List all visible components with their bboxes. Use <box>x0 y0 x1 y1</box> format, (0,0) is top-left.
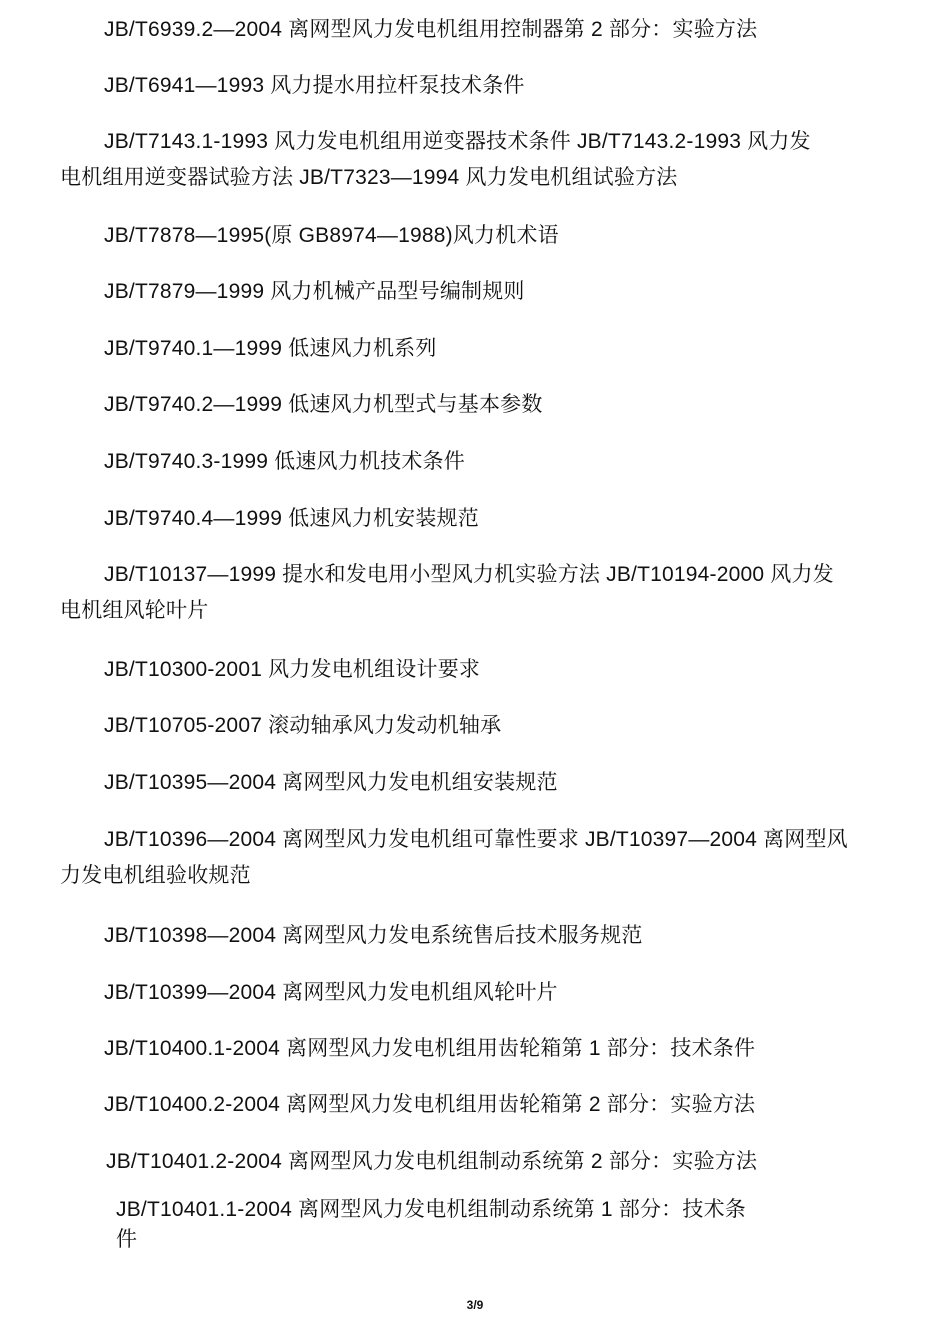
standard-entry <box>104 444 465 480</box>
entry-line: JB/T9740.1—1999 低速风力机系列 <box>104 337 437 360</box>
entry-line: JB/T10401.2-2004 离网型风力发电机组制动系统第 2 部分：实验方法 <box>106 1150 758 1173</box>
standard-entry <box>104 1031 755 1067</box>
standard-entry <box>116 1195 746 1255</box>
entry-line: JB/T10396—2004 离网型风力发电机组可靠性要求 JB/T10397—2004 离网型风 <box>104 828 848 851</box>
entry-line: JB/T6939.2—2004 离网型风力发电机组用控制器第 2 部分：实验方法 <box>104 18 758 41</box>
entry-line: JB/T10399—2004 离网型风力发电机组风轮叶片 <box>104 981 558 1004</box>
entry-line: JB/T10400.1-2004 离网型风力发电机组用齿轮箱第 1 部分：技术条件 <box>104 1037 756 1060</box>
entry-line: JB/T7879—1999 风力机械产品型号编制规则 <box>104 280 525 303</box>
standard-entry <box>60 557 834 629</box>
entry-line: 电机组用逆变器试验方法 JB/T7323—1994 风力发电机组试验方法 <box>60 166 678 189</box>
standard-entry <box>104 1087 755 1123</box>
entry-line: 力发电机组验收规范 <box>60 864 251 887</box>
entry-line: JB/T10398—2004 离网型风力发电系统售后技术服务规范 <box>104 924 643 947</box>
entry-line: JB/T10300-2001 风力发电机组设计要求 <box>104 658 481 681</box>
standard-entry <box>104 501 479 537</box>
standard-entry <box>104 68 525 104</box>
page-number: 3/9 <box>466 1298 484 1312</box>
entry-line: JB/T10395—2004 离网型风力发电机组安装规范 <box>104 771 558 794</box>
standard-entry <box>104 652 480 688</box>
standard-entry <box>60 124 811 196</box>
standard-entry <box>104 918 643 954</box>
entry-line: JB/T6941—1993 风力提水用拉杆泵技术条件 <box>104 74 525 97</box>
standard-entry <box>104 975 558 1011</box>
entry-line: JB/T7878—1995(原 GB8974—1988)风力机术语 <box>104 224 559 247</box>
standard-entry <box>104 708 501 744</box>
entry-line: JB/T10400.2-2004 离网型风力发电机组用齿轮箱第 2 部分：实验方法 <box>104 1093 756 1116</box>
entry-line: JB/T10137—1999 提水和发电用小型风力机实验方法 JB/T10194-2000 风力发 <box>104 563 834 586</box>
entry-line: JB/T9740.2—1999 低速风力机型式与基本参数 <box>104 393 543 416</box>
entry-line: JB/T9740.4—1999 低速风力机安装规范 <box>104 507 479 530</box>
standard-entry <box>60 822 848 894</box>
entry-line: 件 <box>116 1228 138 1251</box>
standard-entry <box>106 1144 757 1180</box>
entry-line: JB/T9740.3-1999 低速风力机技术条件 <box>104 450 465 473</box>
standard-entry <box>104 12 757 48</box>
standard-entry <box>104 218 559 254</box>
entry-line: JB/T10401.1-2004 离网型风力发电机组制动系统第 1 部分：技术条 <box>116 1198 746 1221</box>
entry-line: JB/T10705-2007 滚动轴承风力发动机轴承 <box>104 714 502 737</box>
standard-entry <box>104 387 543 423</box>
entry-line: JB/T7143.1-1993 风力发电机组用逆变器技术条件 JB/T7143.2-1993 风力发 <box>104 130 811 153</box>
entry-line: 电机组风轮叶片 <box>60 599 209 622</box>
standard-entry <box>104 274 525 310</box>
standard-entry <box>104 765 558 801</box>
standard-entry <box>104 331 437 367</box>
